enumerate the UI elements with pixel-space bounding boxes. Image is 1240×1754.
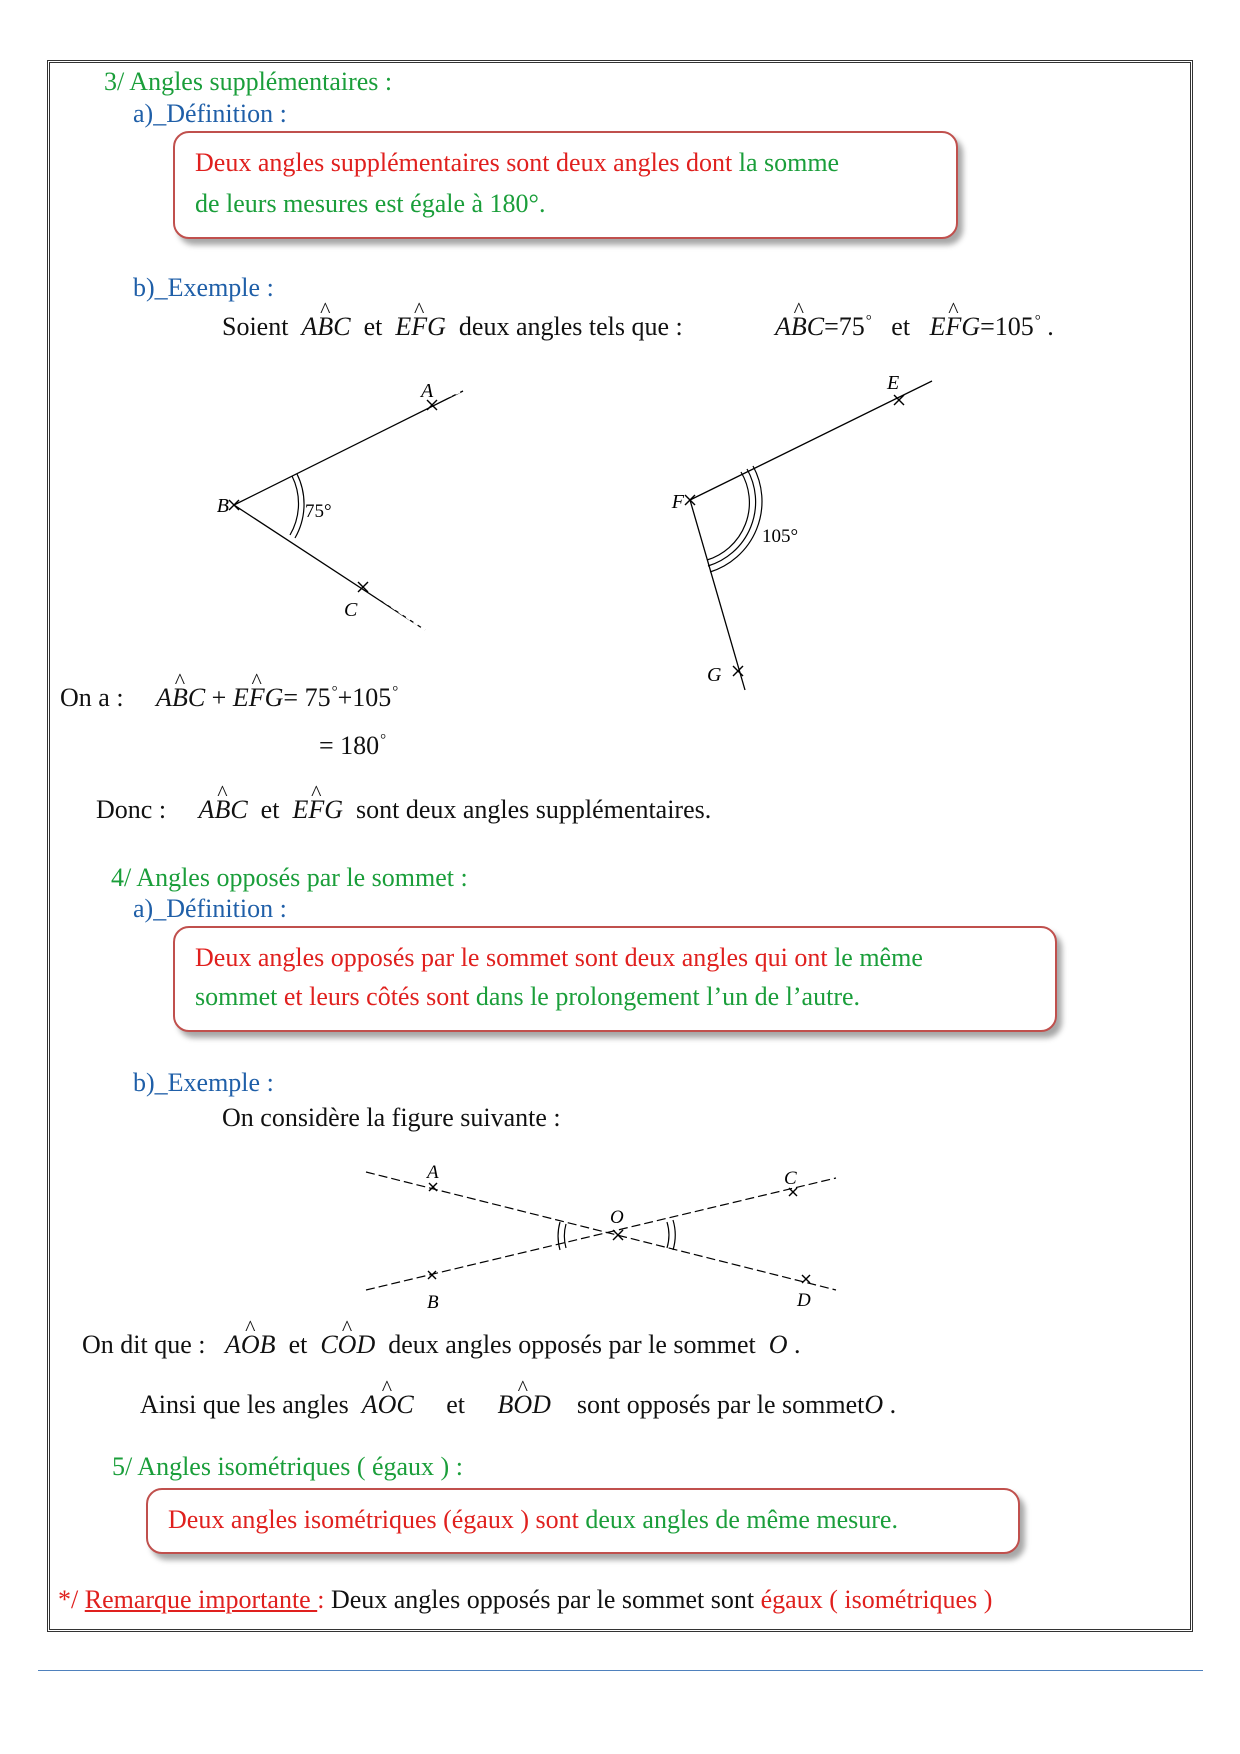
ainsi-line: Ainsi que les angles A^ OC et B^ OD sont opposés par le sommetO . [140, 1389, 896, 1420]
section5-definition-line: Deux angles isométriques (égaux ) sont deux angles de même mesure. [168, 1505, 898, 1534]
angle-aob: A^ OB [225, 1330, 276, 1359]
sum-abc: A^ BC [156, 683, 205, 712]
label-a: A [421, 380, 434, 402]
on-dit-line: On dit que : A^ OB et C^ OD deux angles opposés par le sommet O . [82, 1329, 801, 1360]
example-values: A^ BC=75° et E^ FG=105° . [775, 311, 1054, 342]
section3-title: 3/ Angles supplémentaires : [104, 67, 393, 96]
section4-example-text: On considère la figure suivante : [222, 1103, 561, 1132]
donc-abc: A^ BC [199, 795, 248, 824]
angle-abc-value: A^ BC [775, 312, 824, 341]
label-75: 75° [305, 501, 332, 522]
angle-bod: B^ OD [497, 1390, 550, 1419]
section3-definition-red: Deux angles supplémentaires sont deux angles dont [195, 148, 739, 177]
section5-title: 5/ Angles isométriques ( égaux ) : [112, 1452, 463, 1481]
label-d-fig3: D [797, 1290, 811, 1311]
sum-efg: E^ FG [233, 683, 284, 712]
section3-example-title: b)_Exemple : [133, 273, 274, 302]
angle-efg: E^ FG [395, 312, 446, 341]
label-e: E [887, 372, 900, 394]
label-f: F [671, 491, 684, 513]
donc-efg: E^ FG [292, 795, 343, 824]
label-a-fig3: A [427, 1162, 439, 1183]
angle-cod: C^ OD [320, 1330, 375, 1359]
angle-abc: A^ BC [301, 312, 350, 341]
section3-definition-line2: de leurs mesures est égale à 180°. [195, 189, 546, 218]
section4-title: 4/ Angles opposés par le sommet : [111, 863, 468, 892]
donc-line: Donc : A^ BC et E^ FG sont deux angles supplémentaires. [96, 794, 711, 825]
tels-que-text: deux angles tels que : [458, 312, 683, 341]
soient-text: Soient [222, 312, 289, 341]
label-c-fig3: C [784, 1168, 797, 1189]
label-b-fig3: B [427, 1292, 439, 1313]
angle-aoc: A^ OC [362, 1390, 414, 1419]
section4-example-title: b)_Exemple : [133, 1068, 274, 1097]
label-o-fig3: O [610, 1207, 624, 1228]
on-a-line: On a : A^ BC + E^ FG= 75°+105° [60, 682, 398, 713]
section4-definition-line1: Deux angles opposés par le sommet sont deux angles qui ont le même [195, 943, 923, 972]
label-g: G [707, 664, 722, 686]
label-b: B [216, 495, 229, 517]
label-c: C [344, 599, 358, 621]
section5-definition-box [146, 1488, 1020, 1554]
label-105: 105° [762, 526, 799, 547]
et-text: et [363, 312, 383, 341]
sum-result: = 180° [319, 731, 387, 760]
section4-definition-line2: sommet et leurs côtés sont dans le prolongement l’un de l’autre. [195, 982, 861, 1011]
angle-efg-value: E^ FG [930, 312, 981, 341]
section4-definition-title: a)_Définition : [133, 894, 287, 923]
section3-definition-title: a)_Définition : [133, 99, 287, 128]
footer-line [38, 1670, 1203, 1671]
remarque-line: */ Remarque importante : Deux angles opposés par le sommet sont égaux ( isométriques ) [58, 1585, 993, 1614]
section3-definition-green1: la somme [738, 148, 840, 177]
remarque-label: Remarque importante [84, 1585, 318, 1614]
